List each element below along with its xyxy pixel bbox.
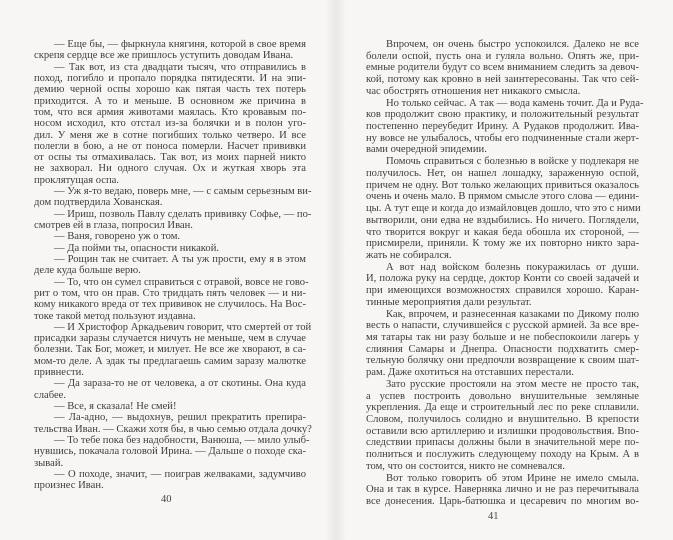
text-line: Но только сейчас. А так — вода камень точит. Да и Руда- xyxy=(386,97,644,109)
text-line: все донесения. Царь-батюшка и цесаревич по многим во- xyxy=(366,496,639,508)
text-line: демию черной оспы хорошо как пятая часть тех потерь xyxy=(34,84,306,96)
text-line: зывай. xyxy=(34,457,64,469)
text-line: весть о напасти, случившейся с русской армией. За все вре- xyxy=(366,320,639,332)
text-line: слабее. xyxy=(34,389,66,401)
text-line: тельную болячку они предпочли возвращение к своим шат- xyxy=(366,355,639,367)
text-line: тинные мероприятия дали результат. xyxy=(366,296,532,308)
text-line: Зато русские простояли на этом месте не просто так, xyxy=(386,378,639,390)
text-line: час обострять отношения нет никакого смысла. xyxy=(366,85,581,97)
text-line: нувшись, покачала головой Ирина. — Дальше о походе ска- xyxy=(34,446,306,458)
right-page-number: 41 xyxy=(488,511,499,522)
text-line: Помочь справиться с болезнью в войске у подлекаря не xyxy=(386,156,639,168)
text-line: проклятущая оспа. xyxy=(34,174,120,186)
text-line: оставили всю артиллерию и излишки продовольствия. Впо- xyxy=(366,425,639,437)
text-line: носом исходил, кто отстал из-за болячки и в полон уго- xyxy=(34,118,306,130)
text-line: дил. У меня же в сотне погибших только четверо. И все xyxy=(34,129,306,141)
text-line: — То тебе пока без надобности, Ванюша, — мило улыб- xyxy=(54,434,310,446)
text-line: очень и очень мало. В прямом смысле этого слова — едини- xyxy=(366,191,639,203)
text-line: — О походе, значит, — поиграв желваками, задумчиво xyxy=(54,468,306,480)
text-line: слияния Самары и Днепра. Опасности подхватить смер- xyxy=(366,343,639,355)
text-line: полегли в бою, а не от поноса померли. Насчет прививки xyxy=(34,140,306,152)
text-line: привнести. xyxy=(34,367,84,379)
text-line: а успев построить довольно внушительные земляные xyxy=(366,390,639,402)
text-line: — Ваня, говорено уж о том. xyxy=(54,231,181,243)
text-line: тельства Иван. — Скажи хотя бы, в чью семью отдала дочку? xyxy=(34,423,312,435)
text-line: том, что вся армия животами маялась. Кто кровавым по- xyxy=(34,106,306,118)
text-line: — Все, я сказала! Не смей! xyxy=(54,401,177,412)
text-line: дом подтвердила Хованская. xyxy=(34,197,163,209)
text-line: — То, что он сумел справиться с отравой, вовсе не гово- xyxy=(54,276,309,288)
text-line: получилось. Нет, он нашел лошадку, зараженную оспой, xyxy=(366,167,639,179)
left-page-text xyxy=(34,39,312,492)
text-line: мом-то деле. А эдак ты предлагаешь самим заразу малютке xyxy=(34,355,306,367)
text-line: вами очередной эпидемии. xyxy=(366,144,487,156)
text-line: присмирели, приняли. К тому же их повторно никто зара- xyxy=(366,238,639,250)
text-line: Она и так в курсе. Наверняка лично и не раз перечитывала xyxy=(366,484,639,496)
right-page-text xyxy=(366,39,644,508)
book-gutter xyxy=(326,0,346,540)
text-line: — Да зараза-то не от человека, а от скотины. Она куда xyxy=(54,378,306,390)
text-line: полниться и послужить следующему походу на Крым. А в xyxy=(366,449,639,461)
text-line: кому никакого вреда от тех прививок не случилось. На Вос- xyxy=(34,299,306,311)
text-line: жать не собирался. xyxy=(366,249,452,261)
text-line: от оспы ты отмахивалась. Так вот, из моих парней никто xyxy=(34,152,306,164)
text-line: мя татары так ни разу больше и не побеспокоили лагерь у xyxy=(366,331,639,343)
text-line: следствии припасы должны были в значительной мере по- xyxy=(366,437,639,449)
text-line: деле куда больше верю. xyxy=(34,265,141,277)
text-line: не захворал. Ни одного случая. Ох и жуткая хворь эта xyxy=(34,163,306,175)
right-page xyxy=(366,39,644,508)
text-line: — Да пойми ты, опасности никакой. xyxy=(54,242,220,254)
text-line: поход, погибло и пропало порядка пятидесяти. И на эпи- xyxy=(34,72,306,84)
text-line: укрепления. Да еще и строительный лес по реке сплавили. xyxy=(366,402,639,414)
text-line: токе такой метод пользуют издавна. xyxy=(34,310,196,322)
text-line: кой, потому как кровно в ней заинтересованы. Так что сей- xyxy=(366,74,639,86)
text-line: А вот над войском болезнь покуражилась от души. xyxy=(386,261,639,273)
text-line: болели оспой, пусть она и гуляла вольно. Опять же, при- xyxy=(366,50,639,62)
text-line: — Так вот, из ста двадцати тысяч, что отправились в xyxy=(54,61,306,73)
text-line: смотрев ей в глаза, попросил Иван. xyxy=(34,220,193,231)
text-line: — Рощин так не считает. А ты уж прости, ему я в этом xyxy=(54,253,306,265)
left-page xyxy=(34,39,312,492)
text-line: емные родители будут со всем вниманием следить за девоч- xyxy=(366,62,639,74)
text-line: причем не одну. Вот только желающих привиться оказалось xyxy=(366,179,639,191)
left-page-number: 40 xyxy=(161,494,172,505)
text-line: том, что он состоится, никто не сомневался. xyxy=(366,460,565,472)
text-line: ну вовсе не улыбалось, чтобы его подчиненные стали жерт- xyxy=(366,132,639,144)
text-line: ков продолжит свою практику, и положительный результат xyxy=(366,109,639,121)
text-line: болезни. Так Бог, может, и милует. Не все же хворают, в са- xyxy=(34,344,306,356)
text-line: — И Христофор Аркадьевич говорит, что смертей от той xyxy=(54,321,312,333)
text-line: приходится. А то и меньше. В основном же причина в xyxy=(34,95,306,107)
text-line: — Ириш, позволь Павлу сделать прививку Софье, — по- xyxy=(54,208,312,220)
text-line: Вот только говорить об этом Ирине не имело смыла. xyxy=(386,472,639,484)
text-line: Как, впрочем, и разнесенная казаками по Дикому полю xyxy=(386,308,639,320)
text-line: Впрочем, он очень быстро успокоился. Далеко не все xyxy=(386,39,639,50)
text-line: цы. А тут еще и когда до измайловцев дошло, что это с ними xyxy=(366,203,641,215)
text-line: Словом, получилось солидно и внушительно. В крепости xyxy=(366,414,639,425)
text-line: И, положа руку на сердце, доктор Конти со своей задачей и xyxy=(366,273,639,285)
text-line: — Уж я-то ведаю, поверь мне, — с самым серьезным ви- xyxy=(54,186,312,198)
text-line: присадки заразы случается ничуть не меньше, чем в случае xyxy=(34,333,306,345)
text-line: при имеющихся возможностях справился хорошо. Каран- xyxy=(366,285,639,297)
text-line: скрепя сердце все же пришлось уступить доводам Ивана. xyxy=(34,50,294,62)
text-line: что творится вокруг и какая беда обошла их стороной, — xyxy=(366,226,639,238)
text-line: постепенно переубедит Ирину. А Рудаков продолжит. Ива- xyxy=(366,121,639,133)
text-line: рам. Даже охотиться на отставших перестали. xyxy=(366,367,574,379)
text-line: — Ла-адно, — выдохнув, решил прекратить препира- xyxy=(54,412,306,424)
text-line: произнес Иван. xyxy=(34,480,104,492)
text-line: — Еще бы, — фыркнула княгиня, которой в свое время xyxy=(54,39,306,50)
text-line: вытворили, они едва не вздыбились. Но ничего. Поглядели, xyxy=(366,214,639,226)
text-line: рит о том, что он прав. Сто тридцать пять человек — и ни- xyxy=(34,287,306,299)
